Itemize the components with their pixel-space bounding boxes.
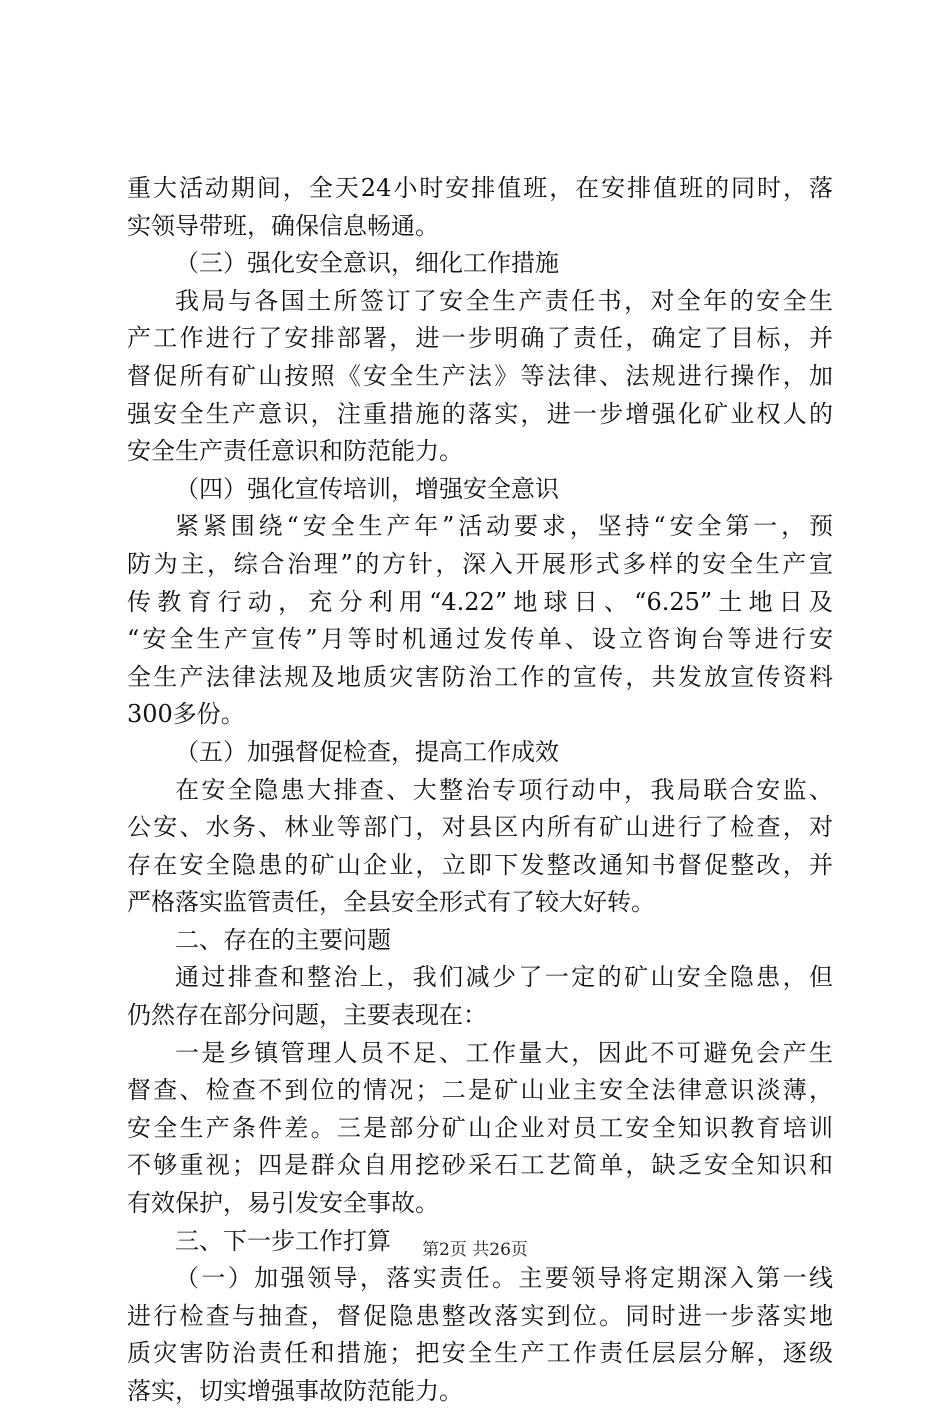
text-line: 一是乡镇管理人员不足、工作量大，因此不可避免会产生 — [175, 1038, 833, 1067]
text-line: 不够重视；四是群众自用挖砂采石工艺简单，缺乏安全知识和 — [127, 1151, 833, 1180]
text-line: 存在安全隐患的矿山企业，立即下发整改通知书督促整改，并 — [127, 850, 833, 879]
text-line: 进行检查与抽查，督促隐患整改落实到位。同时进一步落实地 — [127, 1301, 833, 1330]
text-line: 强安全生产意识，注重措施的落实，进一步增强化矿业权人的 — [127, 399, 833, 428]
section-heading: （四）强化宣传培训，增强安全意识 — [175, 474, 559, 503]
text-line: 督查、检查不到位的情况；二是矿山业主安全法律意识淡薄， — [127, 1076, 833, 1105]
text-line: 有效保护，易引发安全事故。 — [127, 1189, 439, 1218]
text-line: 在安全隐患大排查、大整治专项行动中，我局联合安监、 — [175, 775, 833, 804]
text-line: 传教育行动，充分利用“4.22”地球日、“6.25”土地日及 — [127, 587, 833, 616]
text-line: 紧紧围绕“安全生产年”活动要求，坚持“安全第一，预 — [175, 512, 833, 541]
text-line: 产工作进行了安排部署，进一步明确了责任，确定了目标，并 — [127, 324, 833, 353]
text-line: 通过排查和整治上，我们减少了一定的矿山安全隐患，但 — [175, 963, 833, 992]
text-line: 我局与各国土所签订了安全生产责任书，对全年的安全生 — [175, 286, 833, 315]
section-heading: 二、存在的主要问题 — [175, 925, 391, 954]
text-line: 防为主，综合治理”的方针，深入开展形式多样的安全生产宣 — [127, 549, 833, 578]
text-line: “安全生产宣传”月等时机通过发传单、设立咨询台等进行安 — [127, 625, 833, 654]
text-line: 安全生产责任意识和防范能力。 — [127, 437, 463, 466]
text-line: 督促所有矿山按照《安全生产法》等法律、法规进行操作，加 — [127, 361, 833, 390]
document-body — [127, 170, 833, 1411]
text-line: 实领导带班，确保信息畅通。 — [127, 211, 439, 240]
section-heading: 三、下一步工作打算 — [175, 1226, 391, 1255]
text-line: 安全生产条件差。三是部分矿山企业对员工安全知识教育培训 — [127, 1113, 833, 1142]
text-line: 仍然存在部分问题，主要表现在： — [127, 1001, 487, 1030]
text-line: （一）加强领导，落实责任。主要领导将定期深入第一线 — [175, 1264, 833, 1293]
text-line: 全生产法律法规及地质灾害防治工作的宣传，共发放宣传资料 — [127, 662, 833, 691]
page-footer — [0, 1239, 950, 1261]
text-line: 质灾害防治责任和措施；把安全生产工作责任层层分解，逐级 — [127, 1339, 833, 1368]
text-line: 落实，切实增强事故防范能力。 — [127, 1377, 463, 1405]
text-line: 公安、水务、林业等部门，对县区内所有矿山进行了检查，对 — [127, 813, 833, 842]
page-number-label: 第2页 共26页 — [422, 1240, 528, 1260]
section-heading: （五）加强督促检查，提高工作成效 — [175, 737, 559, 766]
section-heading: （三）强化安全意识，细化工作措施 — [175, 249, 559, 278]
text-line: 300多份。 — [127, 700, 245, 729]
text-line: 严格落实监管责任，全县安全形式有了较大好转。 — [127, 888, 655, 917]
text-line: 重大活动期间，全天24小时安排值班，在安排值班的同时，落 — [127, 174, 833, 202]
